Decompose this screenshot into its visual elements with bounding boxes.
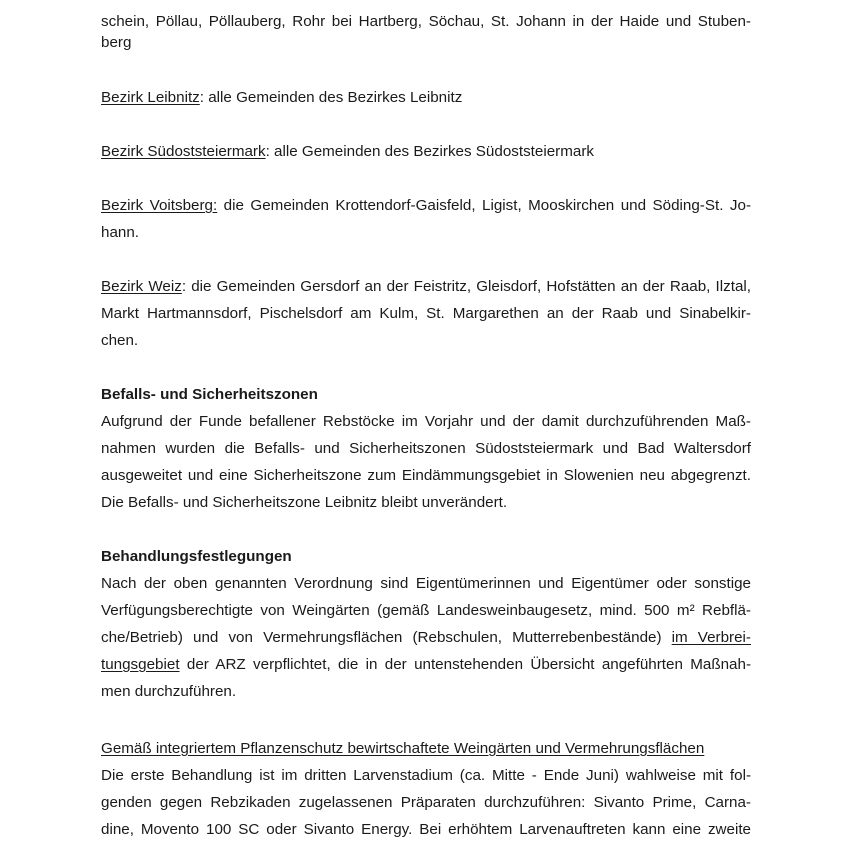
paragraph-line	[101, 651, 751, 678]
subsection-heading: Gemäß integriertem Pflanzenschutz bewirtschaftete Weingärten und Vermehrungsflächen	[101, 740, 705, 757]
paragraph-line: Die Befalls- und Sicherheitszone Leibnitz bleibt unverändert.	[101, 494, 508, 511]
paragraph-line: berg	[101, 34, 132, 51]
paragraph-line: Verfügungsberechtigte von Weingärten (gemäß Landesweinbaugesetz, mind. 500 m² Rebflä-	[101, 602, 751, 619]
paragraph-line: ausgeweitet und eine Sicherheitszone zum Eindämmungsgebiet in Slowenien neu abgegrenzt.	[101, 467, 751, 484]
line-text: der ARZ verpflichtet, die in der untenstehenden Übersicht angeführten Maßnah-	[179, 656, 751, 673]
bezirk-text: : alle Gemeinden des Bezirkes Südoststeiermark	[265, 143, 594, 160]
section-heading: Behandlungsfestlegungen	[101, 548, 292, 565]
bezirk-label: Bezirk Voitsberg:	[101, 197, 218, 214]
bezirk-weiz	[101, 273, 751, 300]
paragraph-line: nahmen wurden die Befalls- und Sicherheitszonen Südoststeiermark und Bad Waltersdorf	[101, 440, 751, 457]
paragraph-line: hann.	[101, 224, 140, 241]
underlined-term: im Verbrei-	[671, 629, 751, 646]
bezirk-text: : die Gemeinden Gersdorf an der Feistritz, Gleisdorf, Hofstätten an der Raab, Ilztal,	[181, 278, 751, 295]
paragraph-line: chen.	[101, 332, 139, 349]
paragraph-line: Nach der oben genannten Verordnung sind Eigentümerinnen und Eigentümer oder sonstige	[101, 575, 751, 592]
bezirk-label: Bezirk Weiz	[101, 278, 182, 295]
line-text: che/Betrieb) und von Vermehrungsflächen (Rebschulen, Mutterrebenbestände)	[101, 629, 672, 646]
paragraph-line: Markt Hartmannsdorf, Pischelsdorf am Kulm, St. Margarethen an der Raab und Sinabelkir-	[101, 305, 751, 322]
bezirk-suedoststeiermark	[101, 138, 751, 165]
paragraph-line: Aufgrund der Funde befallener Rebstöcke im Vorjahr und der damit durchzuführenden Maß-	[101, 413, 751, 430]
bezirk-text: die Gemeinden Krottendorf-Gaisfeld, Ligist, Mooskirchen und Söding-St. Jo-	[217, 197, 752, 214]
bezirk-leibnitz	[101, 84, 751, 111]
paragraph-line	[101, 624, 751, 651]
section-heading: Befalls- und Sicherheitszonen	[101, 386, 318, 403]
bezirk-voitsberg	[101, 192, 751, 219]
paragraph-line: dine, Movento 100 SC oder Sivanto Energy. Bei erhöhtem Larvenauftreten kann eine zweite	[101, 821, 751, 838]
bezirk-label: Bezirk Südoststeiermark	[101, 143, 266, 160]
paragraph-line: schein, Pöllau, Pöllauberg, Rohr bei Hartberg, Söchau, St. Johann in der Haide und Stuben-	[101, 13, 751, 30]
bezirk-text: : alle Gemeinden des Bezirkes Leibnitz	[199, 89, 463, 106]
underlined-term: tungsgebiet	[101, 656, 180, 673]
paragraph-line: Die erste Behandlung ist im dritten Larvenstadium (ca. Mitte - Ende Juni) wahlweise mit fol-	[101, 767, 751, 784]
paragraph-line: men durchzuführen.	[101, 683, 237, 700]
paragraph-line: genden gegen Rebzikaden zugelassenen Präparaten durchzuführen: Sivanto Prime, Carna-	[101, 794, 751, 811]
bezirk-label: Bezirk Leibnitz	[101, 89, 200, 106]
